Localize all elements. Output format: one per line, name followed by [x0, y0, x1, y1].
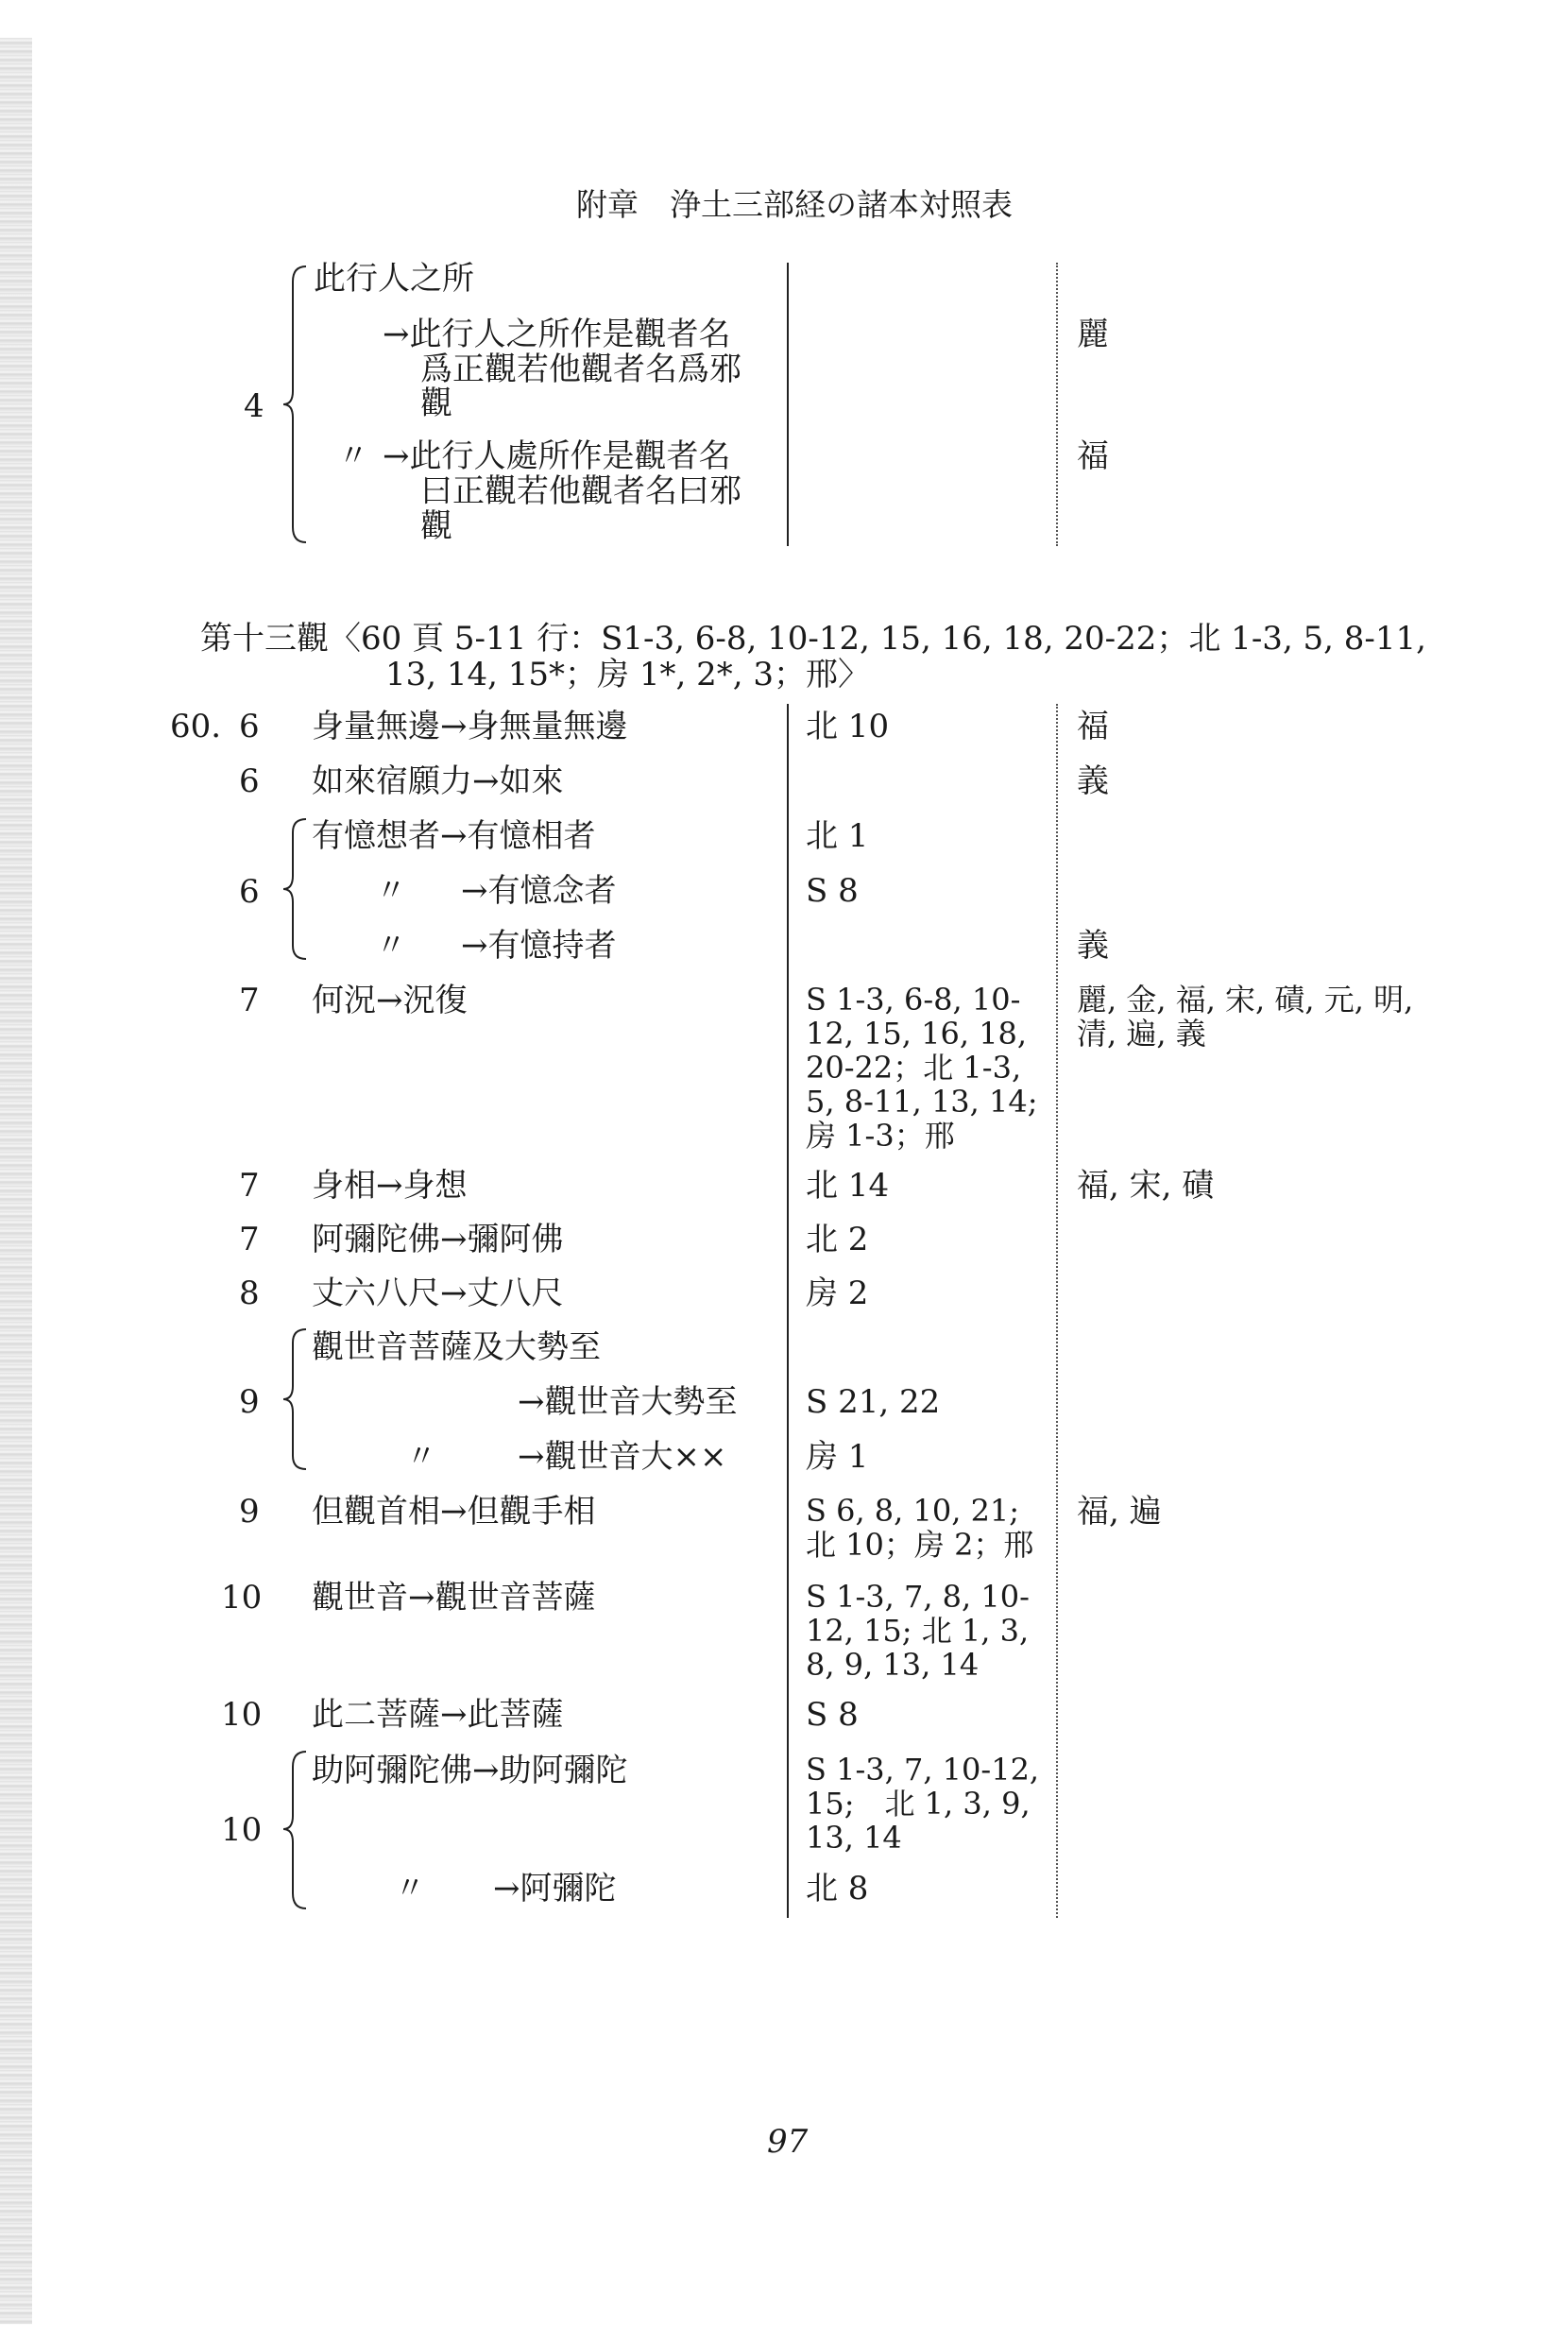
manuscript-cell: 北 8 — [806, 1870, 869, 1908]
line-number: 6 — [239, 708, 260, 745]
line-number: 7 — [239, 982, 260, 1019]
column-divider — [787, 704, 789, 1918]
line-number: 8 — [239, 1275, 260, 1312]
manuscript-cell: S 8 — [806, 1696, 859, 1734]
manuscript-cell: S 8 — [806, 872, 859, 910]
variant-text: 但觀首相→但觀手相 — [312, 1493, 596, 1531]
brace-group — [281, 1327, 310, 1471]
edition-cell: 義 — [1077, 762, 1109, 800]
variant-text: →觀世音大勢至 — [518, 1383, 738, 1421]
variant-text: 身相→身想 — [312, 1167, 468, 1205]
brace-section-4 — [281, 265, 310, 544]
section-heading-cont: 13, 14, 15*；房 1*, 2*, 3；邢〉 — [385, 656, 870, 693]
variant-text: 觀世音→觀世音菩薩 — [312, 1579, 596, 1617]
ditto-mark: 〃 — [376, 927, 407, 963]
variant-reading: →此行人之所作是觀者名 — [383, 316, 731, 353]
column-divider-dotted — [1056, 263, 1058, 546]
manuscript-cell: 8, 9, 13, 14 — [806, 1647, 980, 1683]
variant-text: →有憶持者 — [461, 927, 617, 965]
variant-text: 此二菩薩→此菩薩 — [312, 1696, 564, 1734]
manuscript-cell: 房 2 — [806, 1275, 869, 1312]
edition-cell: 福, 遍 — [1077, 1493, 1162, 1531]
manuscript-cell: 房 1 — [806, 1438, 869, 1476]
page-header: 附章 浄土三部経の諸本対照表 — [576, 186, 1013, 223]
manuscript-cell: S 1-3, 7, 8, 10- — [806, 1579, 1030, 1615]
manuscript-cell: 15; 北 1, 3, 9, — [806, 1786, 1031, 1822]
manuscript-cell: 北 2 — [806, 1221, 869, 1258]
column-divider — [787, 263, 789, 546]
variant-text: 助阿彌陀佛→助阿彌陀 — [312, 1752, 628, 1789]
section-heading: 第十三觀〈60 頁 5-11 行：S1-3, 6-8, 10-12, 15, 16, 18, 20-22；北 1-3, 5, 8-11, — [200, 620, 1426, 658]
manuscript-cell: S 1-3, 7, 10-12, — [806, 1752, 1040, 1788]
line-number: 10 — [221, 1579, 263, 1617]
manuscript-cell: 5, 8-11, 13, 14; — [806, 1084, 1038, 1120]
edition-cell: 福 — [1077, 437, 1109, 475]
ditto-mark: 〃 — [395, 1870, 426, 1906]
variant-reading-cont: 爲正觀若他觀者名爲邪 — [420, 351, 741, 388]
line-number: 10 — [221, 1696, 263, 1734]
manuscript-cell: 北 10；房 2；邢 — [806, 1527, 1034, 1563]
manuscript-cell: 北 1 — [806, 817, 869, 855]
variant-reading-cont: 觀 — [420, 507, 452, 545]
manuscript-cell: 北 14 — [806, 1167, 890, 1205]
line-number: 7 — [239, 1221, 260, 1258]
manuscript-cell: 13, 14 — [806, 1820, 902, 1856]
edition-cell: 麗, 金, 福, 宋, 磧, 元, 明, — [1077, 982, 1414, 1018]
variant-reading-cont: 觀 — [420, 385, 452, 422]
edition-cell: 福, 宋, 磧 — [1077, 1167, 1215, 1205]
manuscript-cell: 北 10 — [806, 708, 890, 745]
manuscript-cell: 房 1-3；邢 — [806, 1118, 955, 1154]
variant-reading-cont: 曰正觀若他觀者名曰邪 — [420, 472, 741, 510]
line-number: 6 — [239, 762, 260, 800]
line-number: 10 — [221, 1811, 263, 1849]
brace-group — [281, 1750, 310, 1910]
line-number: 6 — [239, 873, 260, 911]
manuscript-cell: S 21, 22 — [806, 1383, 941, 1421]
line-number: 7 — [239, 1167, 260, 1205]
variant-reading: →此行人處所作是觀者名 — [383, 437, 731, 475]
line-number: 4 — [244, 387, 264, 425]
column-divider-dotted — [1056, 704, 1058, 1918]
edition-cell: 福 — [1077, 708, 1109, 745]
variant-text: →阿彌陀 — [493, 1870, 617, 1908]
brace-group — [281, 817, 310, 961]
manuscript-cell: 12, 15, 16, 18, — [806, 1016, 1028, 1052]
manuscript-cell: 12, 15; 北 1, 3, — [806, 1613, 1030, 1649]
line-number: 9 — [239, 1383, 260, 1421]
line-number: 9 — [239, 1493, 260, 1531]
variant-text: 阿彌陀佛→彌阿佛 — [312, 1221, 564, 1258]
ditto-mark: 〃 — [376, 872, 407, 908]
variant-text: 觀世音菩薩及大勢至 — [312, 1328, 601, 1366]
variant-text: 身量無邊→身無量無邊 — [312, 708, 628, 745]
ditto-mark: 〃 — [338, 437, 369, 473]
variant-text: 何況→況復 — [312, 982, 468, 1019]
ditto-mark: 〃 — [406, 1438, 437, 1474]
manuscript-cell: S 6, 8, 10, 21; — [806, 1493, 1020, 1529]
page-number-ref: 60. — [170, 708, 222, 745]
variant-text: 丈六八尺→丈八尺 — [312, 1275, 564, 1312]
manuscript-cell: 20-22；北 1-3, — [806, 1050, 1022, 1086]
edition-cell: 清, 遍, 義 — [1077, 1016, 1206, 1052]
manuscript-cell: S 1-3, 6-8, 10- — [806, 982, 1021, 1018]
scanned-page-edge — [0, 38, 32, 2324]
variant-text: →觀世音大×× — [518, 1438, 727, 1476]
variant-text: 如來宿願力→如來 — [312, 762, 564, 800]
variant-text: 有憶想者→有憶相者 — [312, 817, 596, 855]
variant-base: 此行人之所 — [314, 260, 474, 298]
page-number: 97 — [767, 2123, 809, 2161]
edition-cell: 義 — [1077, 927, 1109, 965]
edition-cell: 麗 — [1077, 316, 1109, 353]
variant-text: →有憶念者 — [461, 872, 617, 910]
